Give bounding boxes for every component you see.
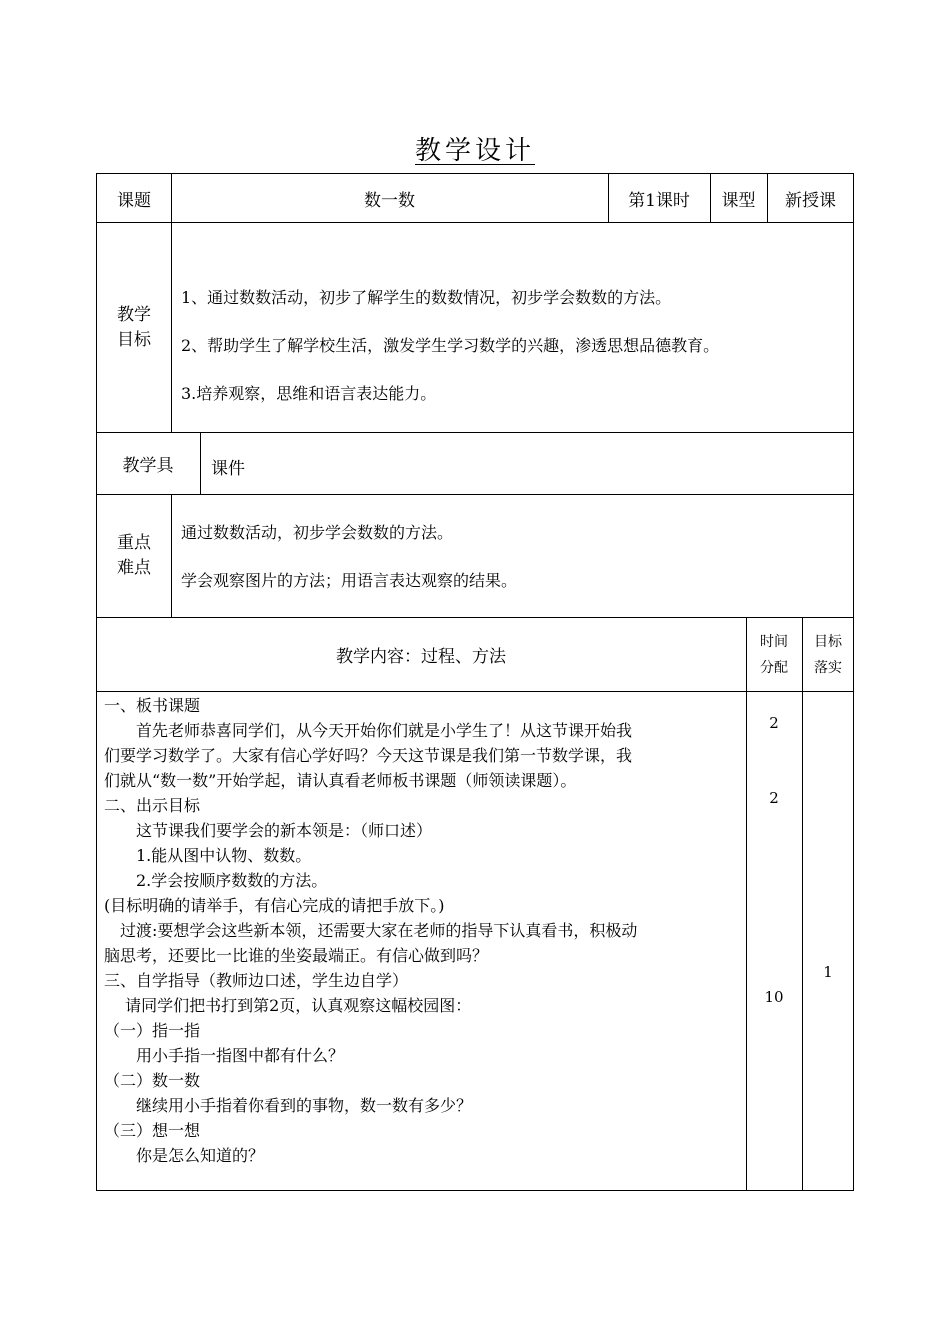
tools-label: 教学具 [122,456,174,476]
row-divider [96,494,854,495]
process-line: 三、自学指导（教师边口述，学生边自学） [104,971,409,990]
type-label: 课型 [721,190,756,211]
key-points-label: 重点 难点 [117,533,151,578]
process-line: 1.能从图中认物、数数。 [104,846,312,865]
lesson-number: 第1课时 [628,190,690,211]
process-line: 用小手指一指图中都有什么？ [104,1046,345,1065]
process-line: 请同学们把书打到第2页，认真观察这幅校园图： [104,996,472,1015]
process-line: （一）指一指 [104,1021,201,1040]
row-divider [96,432,854,433]
process-line: 你是怎么知道的？ [104,1146,265,1165]
key-point-item: 通过数数活动，初步学会数数的方法。 [181,523,454,542]
time-allocation-label: 时间 分配 [760,633,788,676]
topic-label: 课题 [117,190,151,211]
process-line: 过渡:要想学会这些新本领，还需要大家在老师的指导下认真看书，积极动 [104,921,638,940]
col-divider [802,617,803,1191]
topic-value: 数一数 [364,190,415,211]
col-divider [200,432,201,495]
process-line: 二、出示目标 [104,796,201,815]
process-line: 们要学习数学了。大家有信心学好吗？今天这节课是我们第一节数学课，我 [104,746,633,765]
process-line: (目标明确的请举手，有信心完成的请把手放下。) [104,896,445,915]
process-line: 继续用小手指着你看到的事物，数一数有多少？ [104,1096,473,1115]
process-content-label: 教学内容：过程、方法 [336,647,506,667]
objective-item: 2、帮助学生了解学校生活，激发学生学习数学的兴趣，渗透思想品德教育。 [181,336,720,355]
objectives-label: 教学 目标 [117,304,151,350]
process-line: 脑思考，还要比一比谁的坐姿最端正。有信心做到吗？ [104,946,489,965]
type-value: 新授课 [785,190,836,211]
key-point-item: 学会观察图片的方法；用语言表达观察的结果。 [181,571,518,590]
process-line: （二）数一数 [104,1071,201,1090]
process-line: 首先老师恭喜同学们，从今天开始你们就是小学生了！从这节课开始我 [104,721,633,740]
process-line: 们就从“数一数”开始学起，请认真看老师板书课题（师领读课题）。 [104,771,577,790]
process-line: 这节课我们要学会的新本领是：（师口述） [104,821,433,840]
process-line: 2.学会按顺序数数的方法。 [104,871,328,890]
col-divider [746,617,747,1191]
time-value: 2 [769,789,779,807]
objective-item: 1、通过数数活动，初步了解学生的数数情况，初步学会数数的方法。 [181,288,672,307]
objective-item: 3.培养观察，思维和语言表达能力。 [181,384,437,403]
process-line: 一、板书课题 [104,696,201,715]
tools-value: 课件 [211,459,245,479]
time-value: 2 [769,714,779,732]
target-value: 1 [823,963,833,981]
target-label: 目标 落实 [814,633,842,676]
process-content [104,693,744,1168]
process-line: （三）想一想 [104,1121,201,1140]
time-value: 10 [764,988,784,1006]
page-title: 教学设计 [414,136,535,166]
